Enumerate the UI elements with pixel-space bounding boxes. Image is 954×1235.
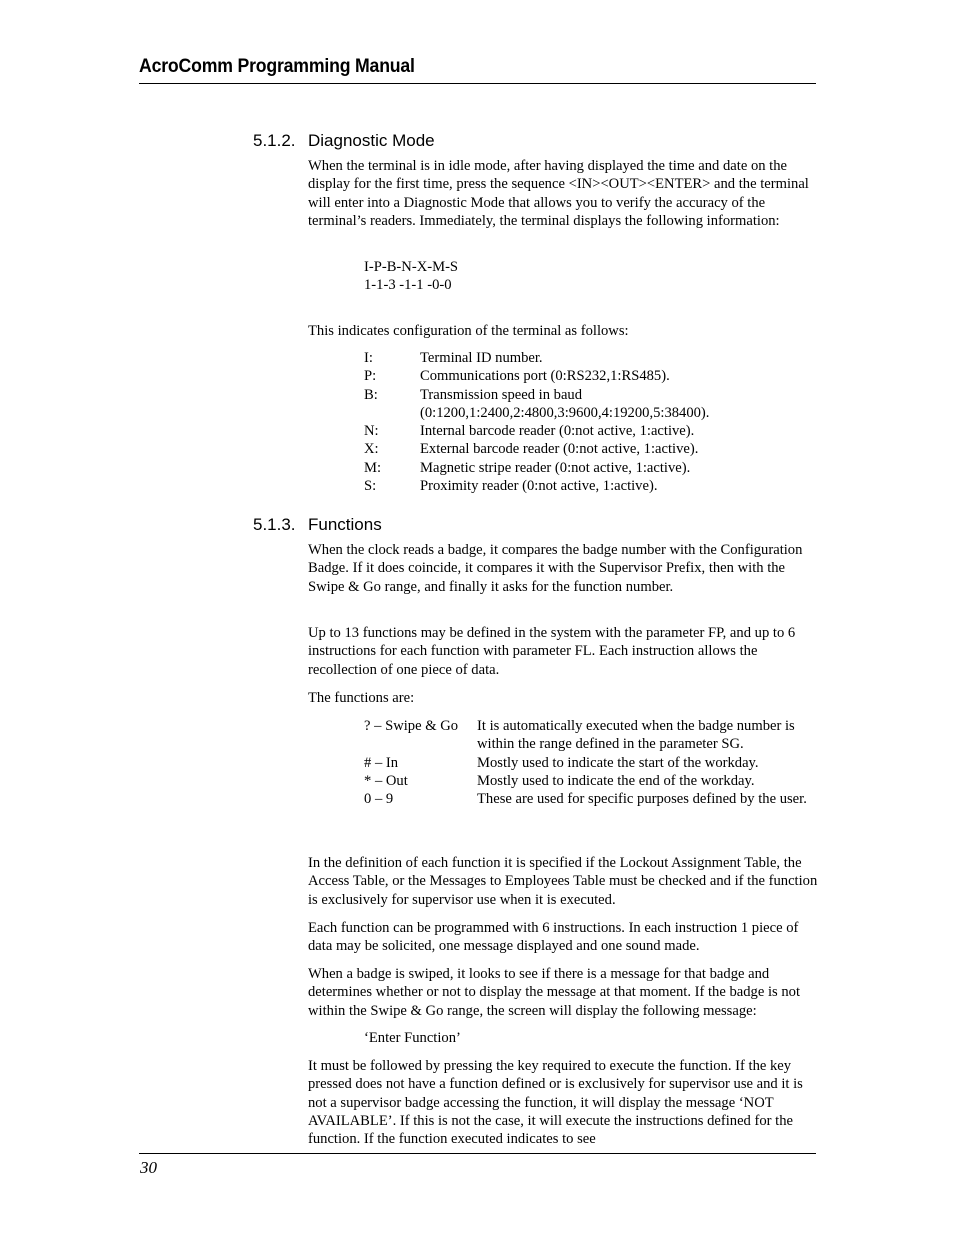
list-item: * – Out Mostly used to indicate the end of the workday. bbox=[364, 772, 755, 789]
functions-list-intro: The functions are: bbox=[308, 690, 415, 706]
section-heading-functions bbox=[253, 515, 382, 535]
functions-definition-list bbox=[364, 717, 818, 808]
function-definition-paragraph: In the definition of each function it is specified if the Lockout Assignment Table, the Access Table, or the Messages to Employees Table must be checked and if the function is exclusively for supervisor use when it is executed. bbox=[308, 855, 818, 908]
section-number: 5.1.2. bbox=[253, 131, 296, 150]
section-title: Diagnostic Mode bbox=[308, 131, 435, 150]
list-item: N: Internal barcode reader (0:not active, 1:active). bbox=[364, 423, 695, 440]
running-header-title: AcroComm Programming Manual bbox=[139, 56, 415, 77]
function-instructions-paragraph: Each function can be programmed with 6 instructions. In each instruction 1 piece of data may be solicited, one message displayed and one sound made. bbox=[308, 920, 799, 955]
functions-intro-paragraph: When the clock reads a badge, it compares the badge number with the Configuration Badge. If it does coincide, it compares it with the Supervisor Prefix, then with the Swipe & Go range, and finally it asks for the function number. bbox=[308, 542, 803, 595]
list-item: S: Proximity reader (0:not active, 1:active). bbox=[364, 478, 658, 495]
section-heading-diagnostic-mode bbox=[253, 131, 435, 151]
config-definition-list bbox=[364, 349, 818, 495]
page-number: 30 bbox=[140, 1158, 157, 1177]
display-line-labels: I-P-B-N-X-M-S bbox=[364, 259, 459, 275]
list-item: X: External barcode reader (0:not active, 1:active). bbox=[364, 441, 699, 458]
list-item: B: Transmission speed in baud (0:1200,1:2400,2:4800,3:9600,4:19200,5:38400). bbox=[364, 386, 710, 421]
list-item: # – In Mostly used to indicate the start of the workday. bbox=[364, 754, 759, 771]
header-rule bbox=[139, 83, 816, 84]
list-item: I: Terminal ID number. bbox=[364, 350, 543, 366]
footer-rule bbox=[139, 1153, 816, 1154]
list-item: M: Magnetic stripe reader (0:not active, 1:active). bbox=[364, 459, 691, 476]
display-line-values: 1-1-3 -1-1 -0-0 bbox=[364, 277, 452, 293]
enter-function-message: ‘Enter Function’ bbox=[364, 1030, 461, 1046]
section-title: Functions bbox=[308, 515, 382, 534]
diagnostic-intro-paragraph: When the terminal is in idle mode, after having displayed the time and date on the display for the first time, press the sequence <IN><OUT><ENTER> and the terminal will enter into a Diagnostic Mode that allows you to verify the accuracy of the terminal’s readers. Immediately, the terminal displays the following information: bbox=[308, 158, 809, 229]
list-item: P: Communications port (0:RS232,1:RS485). bbox=[364, 368, 670, 385]
badge-swipe-paragraph: When a badge is swiped, it looks to see if there is a message for that badge and determines whether or not to display the message at that moment. If the badge is not within the Swipe & Go range, the screen will display the following message: bbox=[308, 966, 801, 1019]
functions-limits-paragraph: Up to 13 functions may be defined in the system with the parameter FP, and up to 6 instructions for each function with parameter FL. Each instruction allows the recollection of one piece of data. bbox=[308, 625, 796, 678]
list-item: ? – Swipe & Go It is automatically executed when the badge number is within the range defined in the parameter SG. bbox=[364, 718, 795, 753]
list-item: 0 – 9 These are used for specific purposes defined by the user. bbox=[364, 791, 807, 808]
section-number: 5.1.3. bbox=[253, 515, 296, 534]
config-intro-paragraph: This indicates configuration of the terminal as follows: bbox=[308, 323, 629, 339]
function-execution-paragraph: It must be followed by pressing the key required to execute the function. If the key pressed does not have a function defined or is exclusively for supervisor use and it is not a supervisor badge accessing the function, it will display the message ‘NOT AVAILABLE’. If this is not the case, it will execute the instructions defined for the function. If the function executed indicates to see bbox=[308, 1058, 803, 1148]
